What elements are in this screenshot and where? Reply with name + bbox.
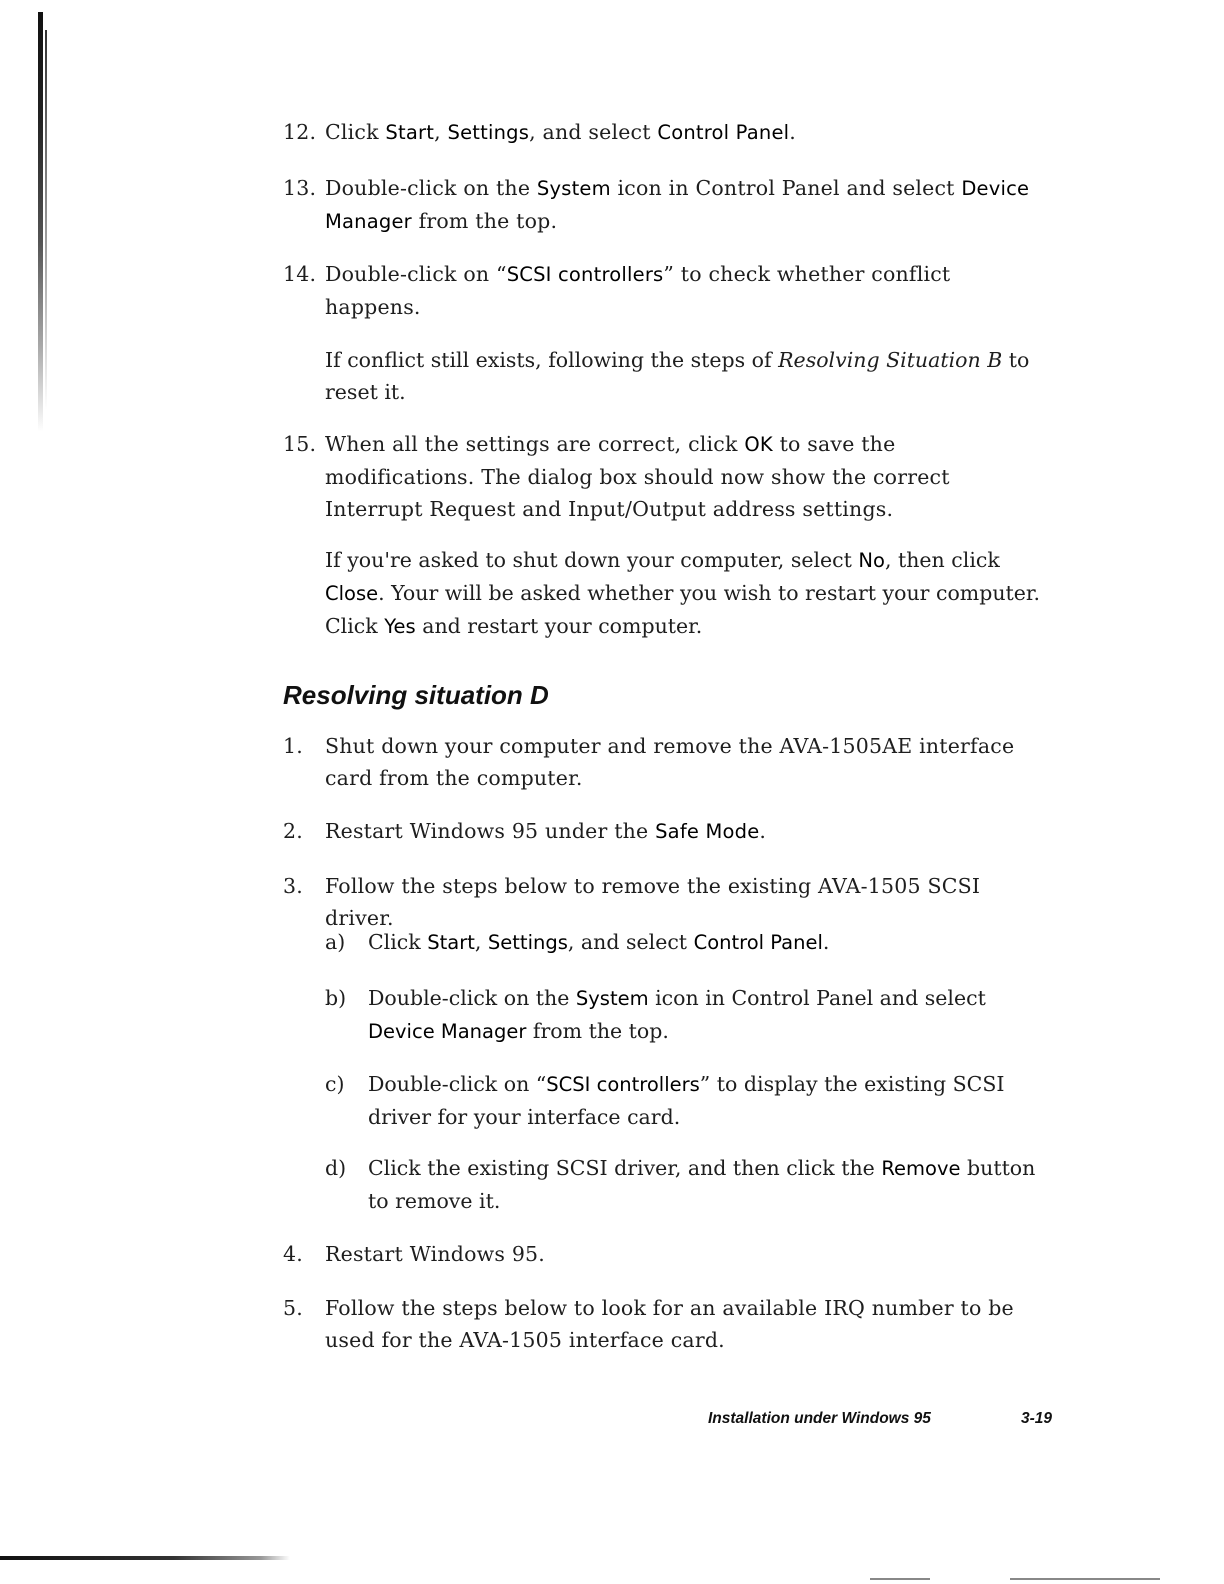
scan-bottom-dots [870, 1578, 930, 1580]
footer-page-number: 3-19 [1021, 1410, 1053, 1427]
scan-edge-mark [38, 12, 43, 432]
ui-term: Start [385, 121, 435, 144]
scan-bottom-mark [0, 1556, 290, 1560]
step-13 [283, 172, 1043, 238]
section-heading: Resolving situation D [283, 680, 549, 710]
substep-text: Double-click on the System icon in Control Panel and select Device Manager from the top. [368, 986, 986, 1043]
step-d2 [283, 815, 1043, 848]
substep-c [325, 1068, 1045, 1133]
step-text: Restart Windows 95. [325, 1242, 546, 1266]
step-text: Shut down your computer and remove the AVA-1505AE interface card from the computer. [325, 734, 1015, 790]
note-restart: If you're asked to shut down your computer, select No, then click Close. Your will be asked whether you wish to restart your computer. Click Yes and restart your computer. [325, 548, 1040, 638]
step-number: 3. [283, 874, 303, 898]
substep-text: Double-click on “SCSI controllers” to display the existing SCSI driver for your interface card. [368, 1072, 1005, 1129]
step-number: 13. [283, 176, 317, 200]
ui-term: Device Manager [325, 177, 1030, 233]
step-number: 5. [283, 1296, 303, 1320]
ui-term: Safe Mode [655, 820, 760, 843]
step-text: When all the settings are correct, click OK to save the modifications. The dialog box should now show the correct Interrupt Request and Input/Output address settings. [325, 432, 950, 521]
substep-label: b) [325, 986, 347, 1010]
ui-term: Control Panel [693, 931, 823, 954]
ui-term: No [858, 549, 885, 572]
substep-a [325, 926, 1045, 959]
step-number: 14. [283, 262, 317, 286]
substep-text: Click the existing SCSI driver, and then click the Remove button to remove it. [368, 1156, 1036, 1213]
scan-bottom-dots-right [1010, 1578, 1160, 1580]
step-number: 12. [283, 120, 317, 144]
ui-term: System [536, 177, 611, 200]
step-14 [283, 258, 1043, 323]
ui-term: System [575, 987, 649, 1010]
substep-label: c) [325, 1072, 345, 1096]
step-text: Follow the steps below to remove the existing AVA-1505 SCSI driver. [325, 874, 981, 930]
ui-term: Control Panel [657, 121, 790, 144]
step-d5 [283, 1292, 1043, 1356]
ui-term: Yes [384, 615, 416, 638]
step-d3 [283, 870, 1043, 934]
ui-term: SCSI controllers [506, 263, 664, 286]
step-d1 [283, 730, 1043, 794]
step-d4 [283, 1238, 1043, 1270]
substep-label: d) [325, 1156, 347, 1180]
step-number: 1. [283, 734, 303, 758]
ui-term: OK [744, 433, 773, 456]
ui-term: Settings [447, 121, 530, 144]
step-number: 15. [283, 432, 317, 456]
step-text: Double-click on the System icon in Control Panel and select Device Manager from the top. [325, 176, 1030, 233]
scan-edge-mark-thin [45, 30, 47, 410]
section-reference: Resolving Situation B [778, 348, 1003, 372]
ui-term: Close [325, 582, 379, 605]
step-12 [283, 116, 1043, 149]
ui-term: Settings [487, 931, 568, 954]
step-15 [283, 428, 1043, 525]
step-text: Restart Windows 95 under the Safe Mode. [325, 819, 767, 843]
ui-term: SCSI controllers [546, 1073, 700, 1096]
footer-section-title: Installation under Windows 95 [708, 1410, 931, 1427]
step-text: Follow the steps below to look for an available IRQ number to be used for the AVA-1505 interface card. [325, 1296, 1014, 1352]
ui-term: Device Manager [368, 1020, 527, 1043]
substep-text: Click Start, Settings, and select Control Panel. [368, 930, 830, 954]
step-number: 4. [283, 1242, 303, 1266]
step-text: Click Start, Settings, and select Control Panel. [325, 120, 796, 144]
step-text: Double-click on “SCSI controllers” to check whether conflict happens. [325, 262, 951, 319]
ui-term: Remove [881, 1157, 961, 1180]
substep-b [325, 982, 1045, 1048]
ui-term: Start [427, 931, 475, 954]
step-number: 2. [283, 819, 303, 843]
substep-d [325, 1152, 1045, 1217]
substep-label: a) [325, 930, 346, 954]
note-conflict: If conflict still exists, following the steps of Resolving Situation B to reset it. [325, 348, 1030, 404]
